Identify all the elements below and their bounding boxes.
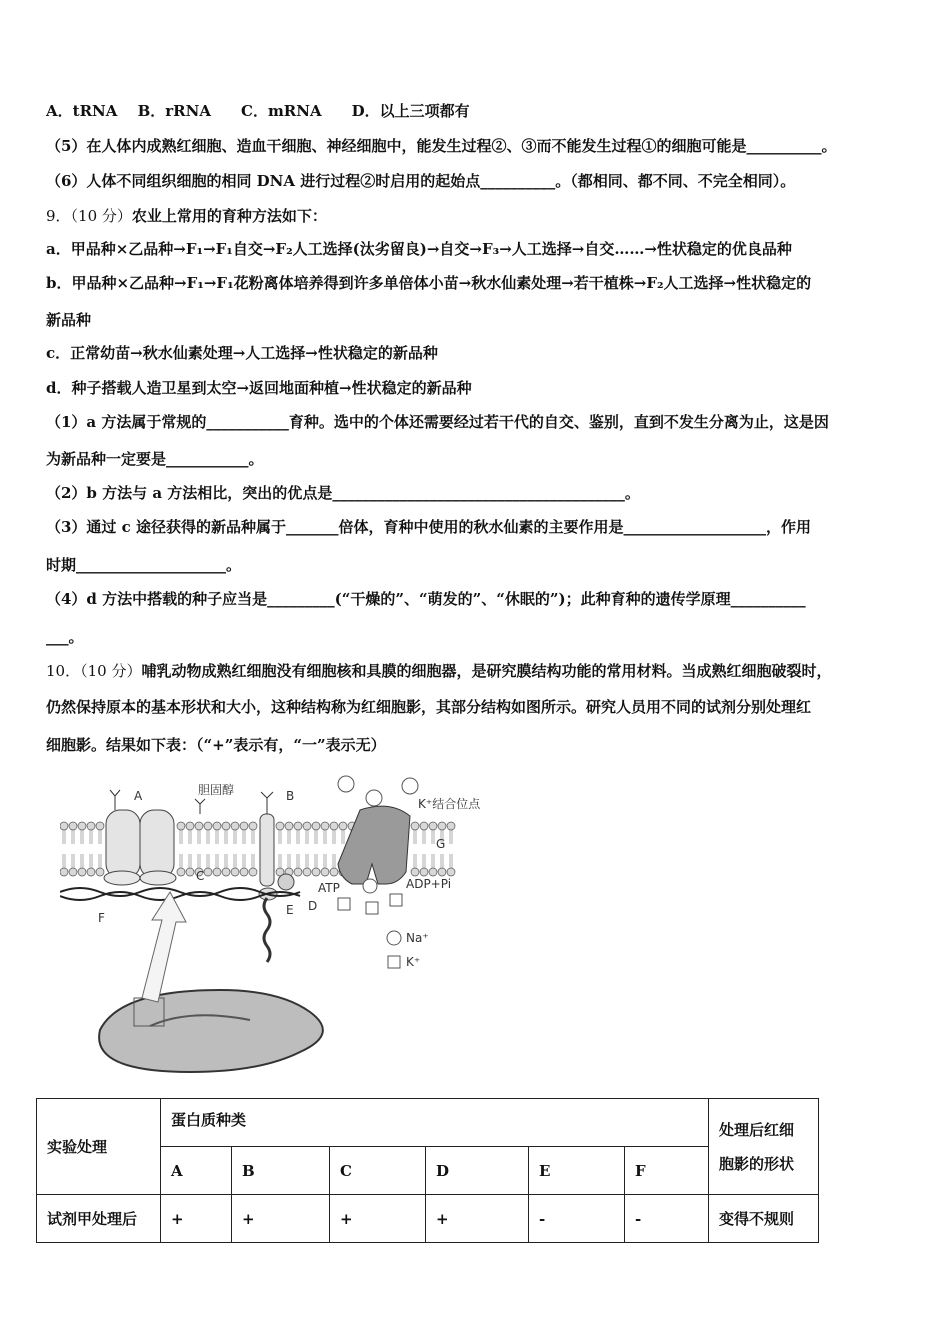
label-cholesterol: 胆固醇 [198,783,235,797]
membrane-diagram [60,770,520,1080]
na-ion-2 [366,790,382,806]
col-b: B [232,1147,330,1195]
q10-line1 [46,661,831,681]
membrane-figure [60,770,520,1080]
phospholipid-head [222,822,230,830]
protein-d [278,874,294,890]
phospholipid-head [240,868,248,876]
q8-part6: （6）人体不同组织细胞的相同 DNA 进行过程②时启用的起始点__________。（都相同、都不同、不完全相同）。 [46,172,796,190]
phospholipid-tail [216,830,218,868]
phospholipid-head [78,822,86,830]
na-ion-1 [338,776,354,792]
phospholipid-tail [279,830,281,868]
phospholipid-head [420,868,428,876]
phospholipid-head [249,822,257,830]
phospholipid-tail [288,830,290,868]
phospholipid-head [195,822,203,830]
phospholipid-tail [225,830,227,868]
legend-na-symbol [387,931,401,945]
q9-part3-line2: 时期____________________。 [46,556,242,574]
header-shape [709,1099,819,1195]
protein-e-chain [264,898,270,962]
phospholipid-head [330,868,338,876]
label-adp: ADP+Pi [406,877,452,891]
phospholipid-head [312,822,320,830]
phospholipid-head [96,822,104,830]
q9-part4-line2: ___。 [46,628,84,646]
phospholipid-head [411,868,419,876]
phospholipid-tail [234,830,236,868]
phospholipid-head [186,822,194,830]
phospholipid-head [204,868,212,876]
phospholipid-tail [333,830,335,868]
glycan-a [110,790,120,810]
header-shape-line2: 胞影的形状 [719,1154,795,1173]
q9-stem: 农业上常用的育种方法如下： [131,207,327,225]
phospholipid-tail [306,830,308,868]
na-ion-4 [363,879,377,893]
q10-line2: 仍然保持原本的基本形状和大小，这种结构称为红细胞影，其部分结构如图所示。研究人员用不同的试剂分别处理红 [46,698,812,716]
phospholipid-tail [189,830,191,868]
phospholipid-head [339,822,347,830]
header-treatment: 实验处理 [37,1099,161,1195]
phospholipid-tail [252,830,254,868]
cell-d: + [426,1195,529,1243]
phospholipid-head [213,868,221,876]
col-a: A [161,1147,232,1195]
phospholipid-tail [198,830,200,868]
legend-k-label: K⁺ [406,955,421,969]
phospholipid-tail [63,830,65,868]
phospholipid-head [60,868,68,876]
phospholipid-head [429,822,437,830]
phospholipid-head [87,868,95,876]
q9-part1-line2: 为新品种一定要是___________。 [46,450,264,468]
q9-method-b-2: 新品种 [46,311,92,329]
glycan-b [261,792,273,814]
phospholipid-tail [414,830,416,868]
phospholipid-head [69,822,77,830]
phospholipid-head [411,822,419,830]
col-d: D [426,1147,529,1195]
phospholipid-head [276,822,284,830]
q9-part2: （2）b 方法与 a 方法相比，突出的优点是_______________________________________。 [46,484,640,502]
phospholipid-head [294,868,302,876]
label-k-site: K⁺结合位点 [418,797,481,811]
k-ion-2 [366,902,378,914]
q9-header [46,206,327,226]
k-ion-3 [390,894,402,906]
q9-method-c: c．正常幼苗→秋水仙素处理→人工选择→性状稳定的新品种 [46,344,438,362]
phospholipid-head [294,822,302,830]
phospholipid-head [69,868,77,876]
phospholipid-head [177,868,185,876]
q9-part1-line1: （1）a 方法属于常规的___________育种。选中的个体还需要经过若干代的自交、鉴别，直到不发生分离为止，这是因 [46,413,829,431]
q9-method-a: a．甲品种×乙品种→F₁→F₁自交→F₂人工选择(汰劣留良)→自交→F₃→人工选择→自交……→性状稳定的优良品种 [46,240,792,258]
cell-f: - [625,1195,709,1243]
phospholipid-head [429,868,437,876]
phospholipid-head [186,868,194,876]
phospholipid-head [285,822,293,830]
phospholipid-head [303,822,311,830]
q8-part5: （5）在人体内成熟红细胞、造血干细胞、神经细胞中，能发生过程②、③而不能发生过程①的细胞可能是__________。 [46,137,837,155]
label-d: D [308,899,318,913]
phospholipid-head [96,868,104,876]
zoom-arrow [142,892,186,1002]
phospholipid-tail [450,830,452,868]
q10-line3: 细胞影。结果如下表：（“+”表示有，“一”表示无） [46,736,386,754]
row-label: 试剂甲处理后 [37,1195,161,1243]
phospholipid-head [204,822,212,830]
col-e: E [529,1147,625,1195]
label-c: C [196,869,205,883]
label-f: F [98,911,105,925]
phospholipid-head [249,868,257,876]
protein-c-left [104,871,140,885]
header-protein-types: 蛋白质种类 [161,1099,709,1147]
na-ion-3 [402,778,418,794]
col-c: C [330,1147,426,1195]
table-row [37,1195,819,1243]
phospholipid-head [330,822,338,830]
legend-na-label: Na⁺ [406,931,429,945]
phospholipid-head [447,822,455,830]
phospholipid-tail [72,830,74,868]
q8-options: A．tRNA B．rRNA C．mRNA D．以上三项都有 [46,102,470,120]
phospholipid-head [231,868,239,876]
q9-part4-line1: （4）d 方法中搭载的种子应当是_________(“干燥的”、“萌发的”、“休眠的”)；此种育种的遗传学原理__________ [46,590,806,608]
phospholipid-head [222,868,230,876]
protein-b [260,814,274,886]
phospholipid-head [447,868,455,876]
col-f: F [625,1147,709,1195]
q9-part3-line1: （3）通过 c 途径获得的新品种属于_______倍体，育种中使用的秋水仙素的主要作用是___________________，作用 [46,518,812,536]
rbc-ghost-body [99,990,323,1072]
phospholipid-tail [207,830,209,868]
phospholipid-head [321,868,329,876]
phospholipid-head [303,868,311,876]
glycan-chol [195,799,205,814]
q9-method-d: d．种子搭载人造卫星到太空→返回地面种植→性状稳定的新品种 [46,379,472,397]
phospholipid-head [177,822,185,830]
phospholipid-tail [243,830,245,868]
label-e: E [286,903,294,917]
cell-a: + [161,1195,232,1243]
label-a: A [134,789,143,803]
phospholipid-head [438,868,446,876]
protein-g-pump [338,806,410,884]
cell-b: + [232,1195,330,1243]
cell-shape: 变得不规则 [709,1195,819,1243]
phospholipid-tail [315,830,317,868]
label-g: G [436,837,446,851]
q9-number: 9．（10 分） [46,207,132,225]
phospholipid-tail [423,830,425,868]
header-shape-line1: 处理后红细 [719,1120,795,1139]
phospholipid-head [312,868,320,876]
protein-c-right [140,871,176,885]
phospholipid-head [231,822,239,830]
phospholipid-head [213,822,221,830]
cell-e: - [529,1195,625,1243]
phospholipid-head [60,822,68,830]
q10-number: 10．（10 分） [46,662,142,680]
phospholipid-head [438,822,446,830]
k-ion-1 [338,898,350,910]
label-b: B [286,789,295,803]
phospholipid-tail [99,830,101,868]
phospholipid-tail [81,830,83,868]
results-table [36,1098,819,1243]
phospholipid-tail [90,830,92,868]
protein-a-right [140,810,174,878]
phospholipid-tail [432,830,434,868]
legend-k-symbol [388,956,400,968]
phospholipid-tail [324,830,326,868]
phospholipid-head [240,822,248,830]
q10-text1: 哺乳动物成熟红细胞没有细胞核和具膜的细胞器，是研究膜结构功能的常用材料。当成熟红细胞破裂时， [141,662,832,680]
phospholipid-head [321,822,329,830]
protein-a-left [106,810,140,878]
phospholipid-head [87,822,95,830]
cell-c: + [330,1195,426,1243]
phospholipid-head [78,868,86,876]
q9-method-b-1: b．甲品种×乙品种→F₁→F₁花粉离体培养得到许多单倍体小苗→秋水仙素处理→若干植株→F₂人工选择→性状稳定的 [46,274,812,292]
phospholipid-tail [180,830,182,868]
phospholipid-tail [297,830,299,868]
phospholipid-head [420,822,428,830]
label-atp: ATP [318,881,340,895]
